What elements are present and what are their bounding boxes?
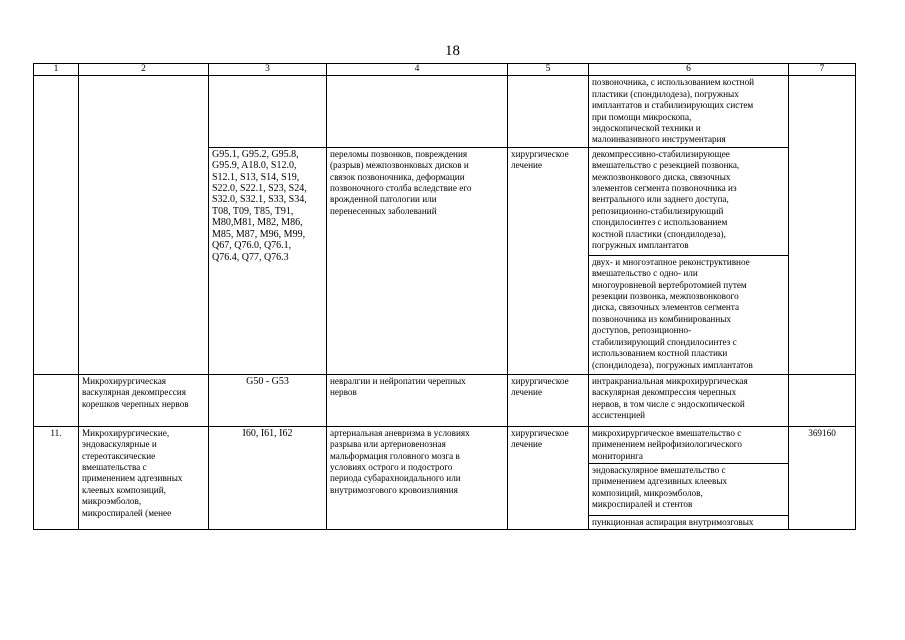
treatment-method-cell: двух- и многоэтапное реконструктивное вмешательство с одно- или многоуровневой вертебротомией путем резекции позвонка, межпозвонкового диска, связочных элементов сегмента позвоночника из комбинированных доступов, репозиционно- стабилизирующий спондилосинтез с использованием костной пластики (спондилодеза), погружных имплантатов [589,255,789,374]
column-number: 1 [34,64,79,76]
treatment-type-cell: хирургическое лечение [508,147,589,374]
patient-model-cell: артериальная аневризма в условиях разрыва или артериовенозная мальформация головного мозга в условиях острого и подострого периода субарахноидального или внутримозгового кровоизлияния [327,426,508,530]
patient-model-cell: переломы позвонков, повреждения (разрыв) межпозвонковых дисков и связок позвоночника, деформации позвоночного столба вследствие его врожденной патологии или перенесенных заболеваний [327,147,508,374]
treatment-method-cell: декомпрессивно-стабилизирующее вмешательство с резекцией позвонка, межпозвонкового диска, связочных элементов сегмента позвоночника из вентрального или заднего доступа, репозиционно-стабилизирующий спондилосинтез с использованием костной пластики (спондилодеза), погружных имплантатов [589,147,789,255]
care-type-cell: Микрохирургическая васкулярная декомпрессия корешков черепных нервов [79,374,209,426]
diagnosis-codes-cell: G95.1, G95.2, G95.8, G95.9, A18.0, S12.0, S12.1, S13, S14, S19, S22.0, S22.1, S23, S24, S32.0, S32.1, S33, S34, T08, T09, T85, T91, M80,M81, M82, M86, M85, M87, M96, M99, Q67, Q76.0, Q76.1, Q76.4, Q77, Q76.3 [209,147,327,374]
page-number: 18 [445,43,460,59]
care-type-cell: Микрохирургические, эндоваскулярные и стереотаксические вмешательства с применением адгезивных клеевых композиций, микроэмболов, микроспиралей (менее [79,426,209,530]
column-number: 5 [508,64,589,76]
treatment-type-cell [508,76,589,147]
table-row [34,426,856,463]
table-row [34,374,856,426]
column-number: 7 [789,64,856,76]
row-number-cell [34,76,79,374]
column-number-row [34,64,856,76]
row-number-cell [34,374,79,426]
row-number-cell: 11. [34,426,79,530]
diagnosis-codes-cell [209,76,327,147]
price-cell [789,374,856,426]
treatment-method-cell: микрохирургическое вмешательство с применением нейрофизиологического мониторинга [589,426,789,463]
treatment-method-cell: эндоваскулярное вмешательство с применением адгезивных клеевых композиций, микроэмболов, микроспиралей и стентов [589,464,789,516]
column-number: 2 [79,64,209,76]
care-type-cell [79,76,209,374]
diagnosis-codes-cell: G50 - G53 [209,374,327,426]
column-number: 6 [589,64,789,76]
table-row [34,76,856,147]
diagnosis-codes-cell: I60, I61, I62 [209,426,327,530]
treatment-type-cell: хирургическое лечение [508,426,589,530]
price-cell [789,76,856,374]
treatment-method-cell: интракраниальная микрохирургическая васкулярная декомпрессия черепных нервов, в том числе с эндоскопической ассистенцией [589,374,789,426]
column-number: 4 [327,64,508,76]
patient-model-cell [327,76,508,147]
patient-model-cell: невралгии и нейропатии черепных нервов [327,374,508,426]
treatment-method-cell: позвоночника, с использованием костной пластики (спондилодеза), погружных имплантатов и стабилизирующих систем при помощи микроскопа, эндоскопической техники и малоинвазивного инструментария [589,76,789,147]
treatment-method-cell: пункционная аспирация внутримозговых [589,516,789,530]
medical-care-table [33,63,856,530]
price-cell: 369160 [789,426,856,530]
treatment-type-cell: хирургическое лечение [508,374,589,426]
column-number: 3 [209,64,327,76]
